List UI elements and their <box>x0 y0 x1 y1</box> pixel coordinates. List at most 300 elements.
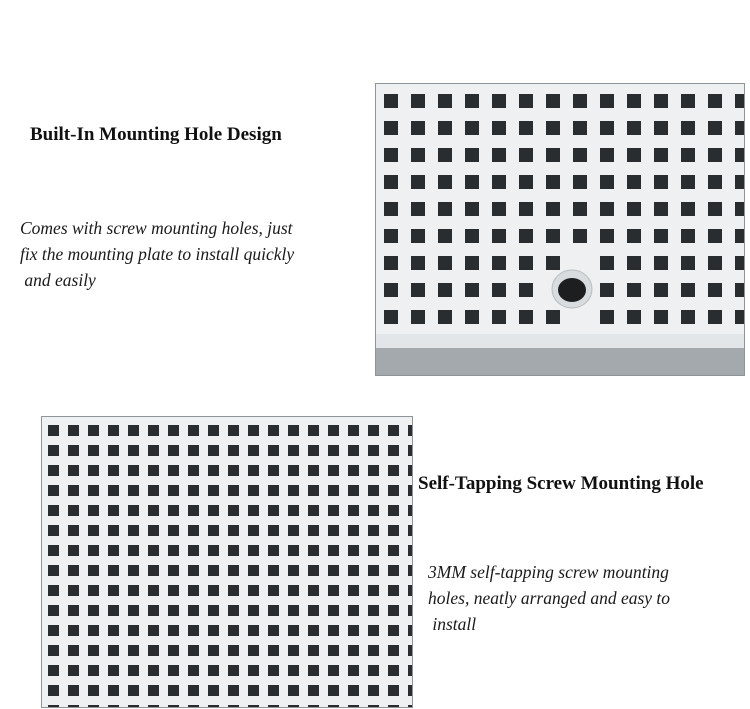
grid-hole <box>388 545 399 556</box>
grid-hole <box>384 229 398 243</box>
grid-hole <box>148 445 159 456</box>
grid-hole <box>408 645 412 656</box>
grid-hole <box>68 465 79 476</box>
grid-hole <box>492 94 506 108</box>
grid-hole <box>388 525 399 536</box>
grid-hole <box>88 545 99 556</box>
grid-hole <box>654 202 668 216</box>
grid-hole <box>288 605 299 616</box>
grid-hole <box>408 625 412 636</box>
grid-hole <box>465 94 479 108</box>
grid-hole <box>411 256 425 270</box>
grid-hole <box>408 605 412 616</box>
grid-hole <box>546 148 560 162</box>
grid-hole <box>519 121 533 135</box>
grid-hole <box>288 465 299 476</box>
grid-hole <box>492 175 506 189</box>
grid-hole <box>128 585 139 596</box>
grid-hole <box>411 94 425 108</box>
grid-hole <box>208 645 219 656</box>
grid-hole <box>48 645 59 656</box>
grid-hole <box>228 685 239 696</box>
grid-hole <box>268 525 279 536</box>
grid-hole <box>328 505 339 516</box>
grid-hole <box>248 445 259 456</box>
grid-hole <box>48 545 59 556</box>
grid-hole <box>388 425 399 436</box>
grid-hole <box>68 585 79 596</box>
grid-hole <box>654 256 668 270</box>
grid-hole <box>208 525 219 536</box>
grid-hole <box>627 310 641 324</box>
grid-hole <box>600 121 614 135</box>
grid-hole <box>681 256 695 270</box>
grid-hole <box>368 425 379 436</box>
grid-hole <box>308 565 319 576</box>
grid-hole <box>248 505 259 516</box>
grid-hole <box>88 685 99 696</box>
grid-hole <box>168 625 179 636</box>
grid-hole <box>388 445 399 456</box>
grid-hole <box>68 565 79 576</box>
grid-hole <box>368 585 379 596</box>
grid-hole <box>408 425 412 436</box>
grid-hole <box>68 425 79 436</box>
grid-hole <box>228 485 239 496</box>
grid-hole <box>128 525 139 536</box>
grid-hole <box>208 605 219 616</box>
grid-hole <box>88 585 99 596</box>
grid-hole <box>288 645 299 656</box>
grid-hole <box>308 505 319 516</box>
grid-hole <box>168 545 179 556</box>
grid-hole <box>128 545 139 556</box>
grid-hole <box>148 565 159 576</box>
grid-hole <box>108 505 119 516</box>
grid-hole <box>408 445 412 456</box>
grid-hole <box>627 202 641 216</box>
section1-title: Built-In Mounting Hole Design <box>30 124 282 145</box>
grid-hole <box>108 545 119 556</box>
grid-hole <box>308 525 319 536</box>
grid-hole <box>328 585 339 596</box>
grid-hole <box>168 645 179 656</box>
grid-hole <box>388 465 399 476</box>
grid-hole <box>228 565 239 576</box>
grid-hole <box>573 175 587 189</box>
grid-hole <box>48 485 59 496</box>
grid-hole <box>438 121 452 135</box>
grid-hole <box>519 283 533 297</box>
grid-hole <box>627 229 641 243</box>
grid-hole <box>248 485 259 496</box>
grid-hole <box>600 94 614 108</box>
grid-hole <box>208 465 219 476</box>
grid-hole <box>546 121 560 135</box>
grid-hole <box>148 425 159 436</box>
grid-hole <box>408 485 412 496</box>
grid-hole <box>288 705 299 707</box>
grid-hole <box>248 545 259 556</box>
grid-hole <box>108 425 119 436</box>
grid-hole <box>128 605 139 616</box>
grid-hole <box>308 445 319 456</box>
grid-hole <box>388 705 399 707</box>
grid-hole <box>268 485 279 496</box>
grid-hole <box>328 665 339 676</box>
grid-hole <box>248 525 259 536</box>
grid-hole <box>388 645 399 656</box>
grid-hole <box>308 685 319 696</box>
grid-hole <box>627 148 641 162</box>
grid-hole <box>708 256 722 270</box>
grid-hole <box>288 545 299 556</box>
grid-hole <box>600 310 614 324</box>
grid-hole <box>465 148 479 162</box>
grid-hole <box>348 485 359 496</box>
grid-hole <box>128 625 139 636</box>
grid-hole <box>148 645 159 656</box>
grid-hole <box>408 465 412 476</box>
grid-hole <box>408 685 412 696</box>
grid-hole <box>348 585 359 596</box>
grid-hole <box>108 485 119 496</box>
grid-hole <box>546 256 560 270</box>
grid-hole <box>546 202 560 216</box>
grid-hole <box>308 645 319 656</box>
plate-bottom-rim <box>376 348 744 375</box>
section1-description <box>20 215 380 293</box>
grid-hole <box>168 505 179 516</box>
grid-hole <box>328 625 339 636</box>
grid-hole <box>328 425 339 436</box>
grid-hole <box>708 175 722 189</box>
grid-hole <box>228 605 239 616</box>
grid-hole <box>228 585 239 596</box>
grid-hole <box>708 94 722 108</box>
grid-hole <box>148 605 159 616</box>
grid-hole <box>384 94 398 108</box>
grid-hole <box>188 585 199 596</box>
grid-hole <box>384 121 398 135</box>
grid-hole <box>168 665 179 676</box>
grid-hole <box>248 625 259 636</box>
section2-description <box>428 559 746 637</box>
grid-hole <box>128 445 139 456</box>
grid-hole <box>411 175 425 189</box>
grid-hole <box>108 525 119 536</box>
grid-hole <box>48 465 59 476</box>
grid-hole <box>438 202 452 216</box>
grid-hole <box>328 565 339 576</box>
grid-hole <box>546 229 560 243</box>
grid-hole <box>148 685 159 696</box>
grid-hole <box>735 121 744 135</box>
grid-hole <box>681 283 695 297</box>
grid-hole <box>188 425 199 436</box>
grid-hole <box>328 525 339 536</box>
section1-desc-line2: fix the mounting plate to install quickly <box>20 244 295 264</box>
grid-hole <box>248 605 259 616</box>
grid-hole <box>288 525 299 536</box>
grid-hole <box>328 545 339 556</box>
grid-hole <box>168 565 179 576</box>
grid-hole <box>408 665 412 676</box>
grid-hole <box>348 525 359 536</box>
grid-hole <box>438 310 452 324</box>
grid-hole <box>519 310 533 324</box>
grid-hole <box>411 121 425 135</box>
grid-hole <box>148 485 159 496</box>
grid-hole <box>228 525 239 536</box>
screw-mounting-hole-opening <box>558 278 586 302</box>
grid-hole <box>627 94 641 108</box>
grid-hole <box>208 505 219 516</box>
grid-hole <box>348 625 359 636</box>
grid-hole <box>108 445 119 456</box>
grid-hole <box>328 705 339 707</box>
grid-hole <box>348 665 359 676</box>
grid-hole <box>627 256 641 270</box>
grid-hole <box>328 465 339 476</box>
grid-hole <box>68 525 79 536</box>
grid-hole <box>128 505 139 516</box>
grid-hole <box>168 685 179 696</box>
grid-hole <box>108 605 119 616</box>
grid-hole <box>308 425 319 436</box>
grid-hole <box>408 705 412 707</box>
grid-hole <box>492 229 506 243</box>
grid-hole <box>88 425 99 436</box>
grid-hole <box>228 625 239 636</box>
grid-hole <box>228 545 239 556</box>
grid-hole <box>654 283 668 297</box>
grid-hole <box>68 445 79 456</box>
grid-hole <box>148 465 159 476</box>
grid-hole <box>148 545 159 556</box>
grid-hole <box>465 202 479 216</box>
section1-desc-line3: and easily <box>20 270 96 290</box>
grid-hole <box>348 425 359 436</box>
grid-hole <box>68 545 79 556</box>
grid-hole <box>248 565 259 576</box>
grid-hole <box>288 665 299 676</box>
grid-hole <box>48 565 59 576</box>
grid-hole <box>546 175 560 189</box>
grid-hole <box>438 256 452 270</box>
grid-hole <box>465 283 479 297</box>
grid-hole <box>88 485 99 496</box>
grid-hole <box>268 625 279 636</box>
grid-hole <box>600 202 614 216</box>
grid-hole <box>268 545 279 556</box>
grid-hole <box>248 465 259 476</box>
grid-hole <box>208 665 219 676</box>
grid-hole <box>288 585 299 596</box>
grid-hole <box>388 605 399 616</box>
grid-hole <box>308 465 319 476</box>
grid-hole <box>88 465 99 476</box>
grid-hole <box>492 148 506 162</box>
grid-hole <box>388 685 399 696</box>
grid-hole <box>328 645 339 656</box>
grid-hole <box>168 485 179 496</box>
grid-hole <box>573 148 587 162</box>
grid-hole <box>128 645 139 656</box>
grid-hole <box>108 645 119 656</box>
grid-hole <box>68 485 79 496</box>
grid-hole <box>368 605 379 616</box>
grid-hole <box>546 94 560 108</box>
grid-hole <box>735 229 744 243</box>
grid-hole <box>735 202 744 216</box>
grid-hole <box>88 645 99 656</box>
grid-hole <box>68 645 79 656</box>
grid-hole <box>228 665 239 676</box>
grid-hole <box>148 525 159 536</box>
grid-hole <box>681 202 695 216</box>
plate-grid-image <box>41 416 413 708</box>
grid-hole <box>368 625 379 636</box>
grid-hole <box>148 585 159 596</box>
section2-desc-line3: install <box>428 614 477 634</box>
grid-hole <box>654 94 668 108</box>
grid-hole <box>681 121 695 135</box>
grid-hole <box>519 256 533 270</box>
grid-hole <box>128 685 139 696</box>
grid-hole <box>268 565 279 576</box>
grid-hole <box>188 445 199 456</box>
grid-hole <box>328 445 339 456</box>
grid-hole <box>308 485 319 496</box>
grid-hole <box>408 505 412 516</box>
grid-hole <box>48 585 59 596</box>
grid-hole <box>492 256 506 270</box>
grid-hole <box>600 229 614 243</box>
grid-hole <box>188 645 199 656</box>
grid-hole <box>519 148 533 162</box>
grid-hole <box>288 505 299 516</box>
grid-hole <box>108 465 119 476</box>
grid-hole <box>248 685 259 696</box>
grid-hole <box>68 505 79 516</box>
grid-hole <box>708 310 722 324</box>
grid-hole <box>546 310 560 324</box>
grid-hole <box>48 665 59 676</box>
grid-hole <box>388 505 399 516</box>
plate-edge <box>376 334 744 348</box>
grid-hole <box>519 175 533 189</box>
grid-hole <box>708 202 722 216</box>
plate-surface <box>42 417 412 707</box>
grid-hole <box>492 310 506 324</box>
grid-hole <box>519 94 533 108</box>
grid-hole <box>288 625 299 636</box>
grid-hole <box>88 505 99 516</box>
grid-hole <box>411 283 425 297</box>
grid-hole <box>168 585 179 596</box>
grid-hole <box>108 565 119 576</box>
grid-hole <box>208 685 219 696</box>
grid-hole <box>735 94 744 108</box>
grid-hole <box>654 310 668 324</box>
grid-hole <box>68 685 79 696</box>
grid-hole <box>168 525 179 536</box>
grid-hole <box>88 605 99 616</box>
grid-hole <box>68 625 79 636</box>
grid-hole <box>268 585 279 596</box>
grid-hole <box>681 148 695 162</box>
grid-hole <box>68 605 79 616</box>
grid-hole <box>128 425 139 436</box>
grid-hole <box>654 121 668 135</box>
grid-hole <box>438 94 452 108</box>
grid-hole <box>188 605 199 616</box>
grid-hole <box>268 665 279 676</box>
grid-hole <box>208 705 219 707</box>
grid-hole <box>288 425 299 436</box>
grid-hole <box>288 565 299 576</box>
grid-hole <box>388 585 399 596</box>
grid-hole <box>384 175 398 189</box>
grid-hole <box>208 425 219 436</box>
grid-hole <box>168 445 179 456</box>
grid-hole <box>308 545 319 556</box>
grid-hole <box>368 465 379 476</box>
grid-hole <box>48 525 59 536</box>
grid-hole <box>208 445 219 456</box>
grid-hole <box>600 256 614 270</box>
grid-hole <box>68 665 79 676</box>
grid-hole <box>368 705 379 707</box>
grid-hole <box>308 605 319 616</box>
grid-hole <box>108 665 119 676</box>
grid-hole <box>384 310 398 324</box>
grid-hole <box>388 665 399 676</box>
grid-hole <box>384 283 398 297</box>
grid-hole <box>188 545 199 556</box>
grid-hole <box>188 565 199 576</box>
grid-hole <box>348 445 359 456</box>
grid-hole <box>248 705 259 707</box>
grid-hole <box>492 202 506 216</box>
section2-desc-line2: holes, neatly arranged and easy to <box>428 588 671 608</box>
grid-hole <box>368 545 379 556</box>
section2-title: Self-Tapping Screw Mounting Hole <box>418 473 704 494</box>
grid-hole <box>735 283 744 297</box>
grid-hole <box>228 645 239 656</box>
grid-hole <box>388 625 399 636</box>
grid-hole <box>411 202 425 216</box>
grid-hole <box>48 445 59 456</box>
grid-hole <box>308 665 319 676</box>
grid-hole <box>48 685 59 696</box>
grid-hole <box>348 645 359 656</box>
grid-hole <box>188 625 199 636</box>
grid-hole <box>308 585 319 596</box>
grid-hole <box>627 121 641 135</box>
grid-hole <box>654 229 668 243</box>
grid-hole <box>228 445 239 456</box>
grid-hole <box>48 705 59 707</box>
grid-hole <box>654 148 668 162</box>
grid-hole <box>228 705 239 707</box>
grid-hole <box>208 545 219 556</box>
grid-hole <box>348 685 359 696</box>
grid-hole <box>573 202 587 216</box>
grid-hole <box>348 705 359 707</box>
grid-hole <box>168 465 179 476</box>
